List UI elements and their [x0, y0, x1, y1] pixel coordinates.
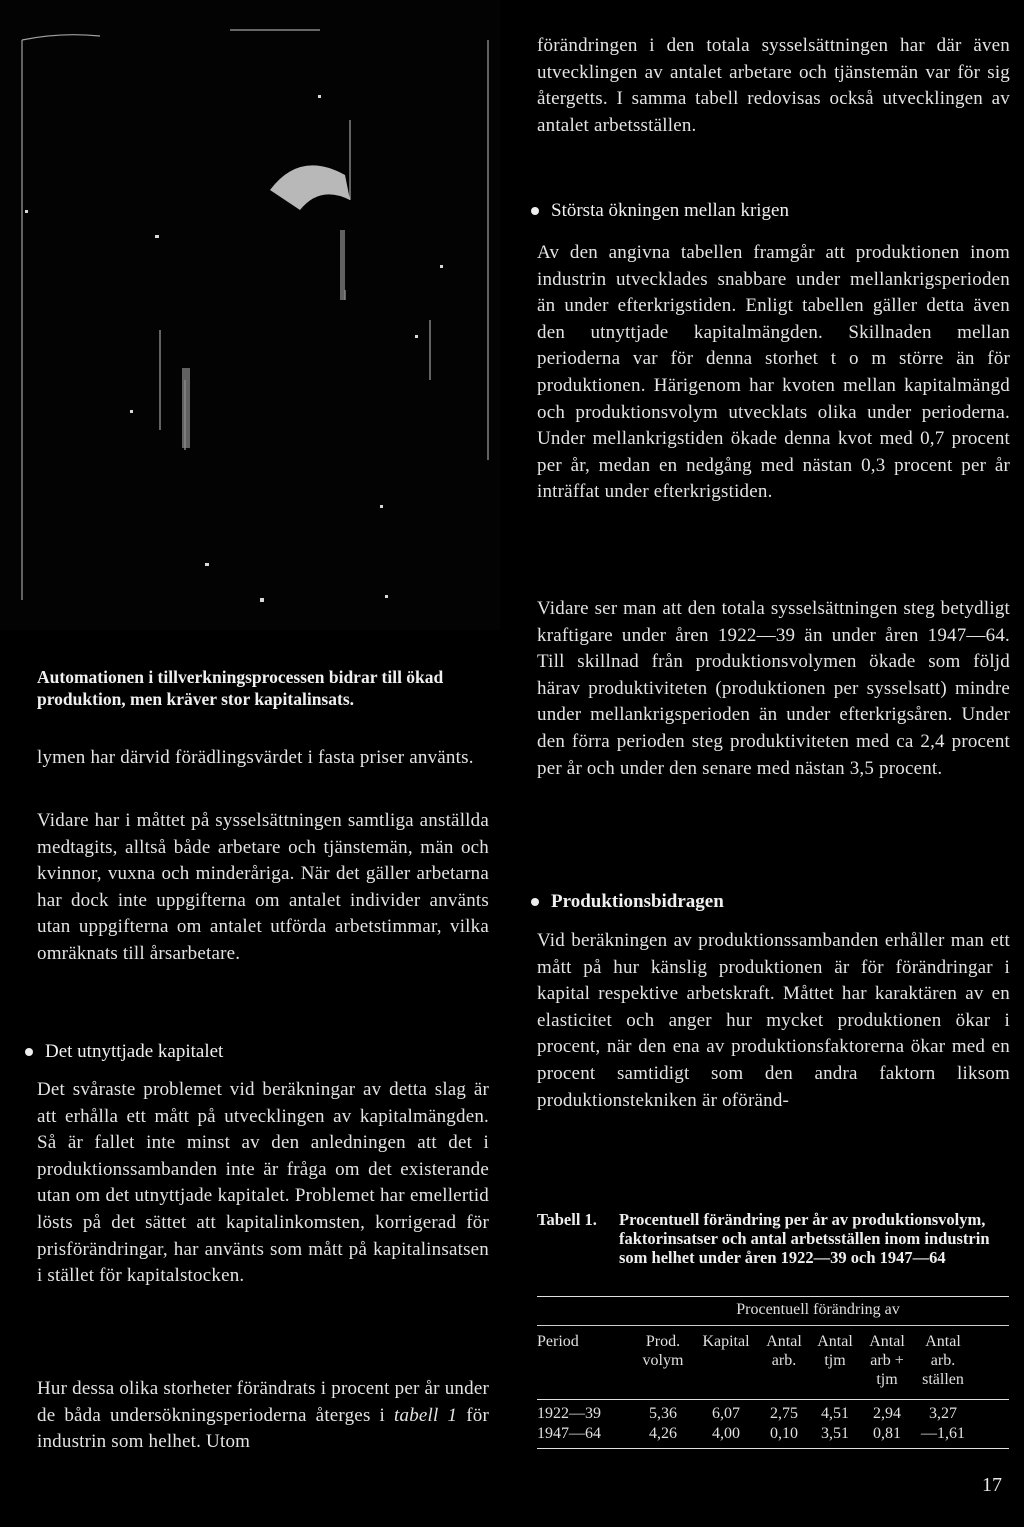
table-cell: 2,75 — [770, 1405, 798, 1422]
table-body — [537, 1400, 1009, 1444]
heading-storsta-okningen — [531, 198, 789, 224]
table-caption: Procentuell förändring per år av produktionsvolym, faktorinsatser och antal arbetsställen inom industrin som helhet under åren 1922—39 och 1947—64 — [619, 1210, 990, 1267]
table-row — [537, 1424, 1009, 1444]
left-paragraph-1: lymen har därvid förädlingsvärdet i fasta priser använts. — [37, 747, 474, 768]
table-cell: 1947—64 — [537, 1425, 601, 1442]
right-paragraph-1: förändringen i den totala sysselsättningen har där även utvecklingen av antalet arbetare och tjänstemän var för sig återgetts. I samma tabell redovisas också utvecklingen av antalet arbetsställen. — [537, 35, 1010, 136]
table-cell: 2,94 — [873, 1405, 901, 1422]
left-paragraph-4-end: för industrin som helhet. Utom — [37, 1404, 489, 1453]
col-period: Period — [537, 1333, 579, 1350]
table-cell: 4,00 — [712, 1425, 740, 1442]
right-paragraph-4: Vid beräkningen av produktionssambanden erhåller man ett mått på hur känslig produktionen är för förändringar i kapital respektive arbetskraft. Måttet har karaktären av en elasticitet och anger hur mycket produktionen ökar i procent, när den ena av produktionsfaktorerna ökar med en procent samtidigt som den andra faktorn liksom produktionstekniken är oföränd- — [537, 930, 1010, 1111]
col-antal-arb-tjm: Antal arb + tjm — [869, 1333, 905, 1388]
automation-photo — [0, 0, 500, 630]
table-cell: 1922—39 — [537, 1405, 601, 1422]
bullet-icon — [531, 207, 539, 215]
col-antal-arb-stallen: Antal arb. ställen — [922, 1333, 964, 1388]
table-row — [537, 1404, 1009, 1424]
data-table — [537, 1296, 1009, 1449]
table-label: Tabell 1. — [537, 1210, 597, 1229]
left-paragraph-3: Det svåraste problemet vid beräkningar av detta slag är att erhålla ett mått på utvecklingen av kapitalmängden. Så är fallet inte minst av den anledningen att det i produktionssambanden inte är fråga om det existerande utan om det utnyttjade kapitalet. Problemet har emellertid lösts på det sättet att kapitalinkomsten, korrigerad för prisförändringar, har använts som mått på kapitalinsatsen i stället för kapitalstocken. — [37, 1079, 489, 1287]
table-cell: 5,36 — [649, 1405, 677, 1422]
table-cell: —1,61 — [921, 1425, 965, 1442]
table-cell: 4,26 — [649, 1425, 677, 1442]
table-header-row — [537, 1326, 1009, 1393]
right-paragraph-3: Vidare ser man att den totala sysselsättningen steg betydligt kraftigare under åren 1922—39 än under åren 1947—64. Till skillnad från produktionsvolymen ökade som följd härav produktiviteten (produktionen per sysselsatt) mindre under mellankrigsperioden än under efterkrigsåren. Under den förra perioden steg produktiviteten med ca 2,4 procent per år och under den senare med nästan 3,5 procent. — [537, 598, 1010, 779]
col-prod-volym: Prod. volym — [642, 1333, 684, 1369]
col-kapital: Kapital — [702, 1333, 750, 1350]
table-cell: 0,81 — [873, 1425, 901, 1442]
bullet-icon — [25, 1048, 33, 1056]
table-cell: 4,51 — [821, 1405, 849, 1422]
left-paragraph-4 — [37, 1376, 489, 1456]
right-paragraph-2: Av den angivna tabellen framgår att produktionen inom industrin utvecklades snabbare under mellankrigsperioden än under efterkrigstiden. Enligt tabellen gäller detta även den utnyttjade kapitalmängden. Skillnaden mellan perioderna var för denna storhet t o m större än för produktionen. Härigenom har kvoten mellan kapitalmängd och produktionsvolym utvecklats olika under perioderna. Under mellankrigstiden ökade denna kvot med 0,7 procent per år, medan en nedgång med nästan 0,3 procent per år inträffat under efterkrigstiden. — [537, 242, 1010, 503]
heading-storsta-okningen-text: Största ökningen mellan krigen — [551, 200, 789, 221]
bullet-icon — [531, 898, 539, 906]
heading-produktionsbidragen — [531, 889, 724, 915]
page-number: 17 — [982, 1474, 1002, 1496]
table-title — [537, 1210, 1012, 1267]
table-reference: tabell 1 — [394, 1404, 458, 1426]
table-bottom-rule — [537, 1448, 1009, 1449]
left-paragraph-4-start: Hur dessa olika storheter förändrats i procent per år under de båda undersökningsperioderna återges i — [37, 1378, 489, 1426]
photo-caption: Automationen i tillverkningsprocessen bidrar till ökad produktion, men kräver stor kapitalinsats. — [37, 667, 444, 709]
heading-produktionsbidragen-text: Produktionsbidragen — [551, 891, 724, 912]
col-antal-arb: Antal arb. — [766, 1333, 802, 1369]
photo-graphic — [0, 0, 500, 630]
col-antal-tjm: Antal tjm — [817, 1333, 853, 1369]
table-cell: 3,27 — [929, 1405, 957, 1422]
table-group-header: Procentuell förändring av — [537, 1297, 1009, 1326]
table-cell: 3,51 — [821, 1425, 849, 1442]
heading-utnyttjade-kapitalet-text: Det utnyttjade kapitalet — [45, 1041, 224, 1062]
left-paragraph-2 — [37, 808, 489, 968]
heading-utnyttjade-kapitalet — [25, 1039, 223, 1065]
table-cell: 0,10 — [770, 1425, 798, 1442]
table-cell: 6,07 — [712, 1405, 740, 1422]
left-paragraph-2-text: Vidare har i måttet på sysselsättningen samtliga anställda medtagits, alltså både arbetare och tjänstemän, män och kvinnor, vuxna och minderåriga. När det gäller arbetarna har dock inte uppgifterna om antalet individer använts utan uppgifterna om antalet utförda arbetstimmar, vilka omräknats till årsarbetare. — [37, 810, 489, 964]
